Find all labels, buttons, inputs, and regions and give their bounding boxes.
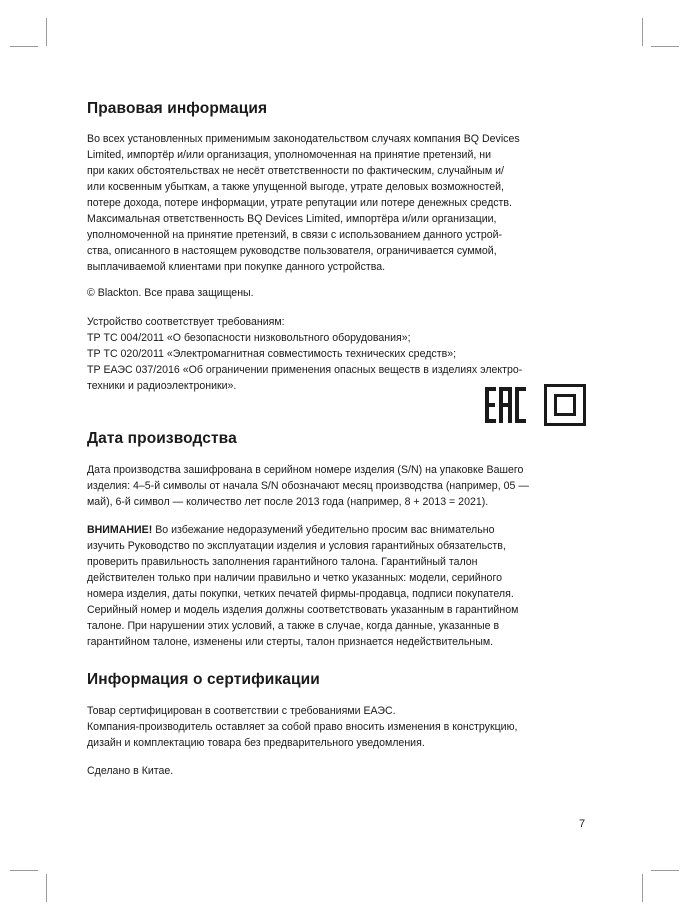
crop-mark — [651, 46, 679, 47]
text-line: или косвенным убыткам, а также упущенной выгоде, утрате деловых возможностей, — [87, 181, 504, 193]
text-line: при каких обстоятельствах не несёт ответственности по фактическим, случайным и/ — [87, 165, 504, 177]
crop-mark — [10, 870, 38, 871]
text-line: Компания-производитель оставляет за собой право вносить изменения в конструкцию, — [87, 721, 518, 733]
certification-heading: Информация о сертификации — [87, 671, 320, 688]
text-line: ства, описанного в настоящем руководстве пользователя, ограничивается суммой, — [87, 245, 497, 257]
text-line: ТР ЕАЭС 037/2016 «Об ограничении применения опасных веществ в изделиях электро- — [87, 364, 523, 376]
text-line: Максимальная ответственность BQ Devices Limited, импортёра и/или организации, — [87, 213, 497, 225]
text-line: ТР ТС 020/2011 «Электромагнитная совместимость технических средств»; — [87, 348, 457, 360]
text-line: талоне. При нарушении этих условий, а также в случае, когда данные, указанные в — [87, 620, 500, 632]
text-line: гарантийном талоне, изменены или стерты, талон признается недействительным. — [87, 636, 494, 648]
text-line: потере дохода, потере информации, утрате репутации или потере денежных средств. — [87, 197, 512, 209]
production-heading: Дата производства — [87, 430, 237, 447]
crop-mark — [651, 870, 679, 871]
text-line: действителен только при наличии правильно и четко указанных: модели, серийного — [87, 572, 502, 584]
text-line: Дата производства зашифрована в серийном номере изделия (S/N) на упаковке Вашего — [87, 464, 524, 476]
crop-mark — [10, 46, 38, 47]
legal-heading: Правовая информация — [87, 100, 268, 117]
text-line: Во всех установленных применимым законодательством случаях компания BQ Devices — [87, 133, 520, 145]
crop-mark — [642, 874, 643, 902]
text-line: Устройство соответствует требованиям: — [87, 316, 285, 328]
text-line: проверить правильность заполнения гарантийного талона. Гарантийный талон — [87, 556, 478, 568]
compliance-paragraph — [87, 314, 522, 394]
crop-mark — [46, 874, 47, 902]
text-line: техники и радиоэлектроники». — [87, 380, 237, 392]
text-line: Товар сертифицирован в соответствии с требованиями ЕАЭС. — [87, 705, 396, 717]
double-insulation-icon — [546, 386, 585, 425]
text-line — [87, 522, 518, 538]
text-line: Limited, импортёр и/или организация, уполномоченная на принятие претензий, ни — [87, 149, 492, 161]
certification-marks — [484, 384, 590, 426]
page-number: 7 — [579, 818, 586, 830]
crop-mark — [46, 18, 47, 46]
text-line: номера изделия, даты покупки, четких печатей фирмы-продавца, подписи покупателя. — [87, 588, 514, 600]
text-line: Серийный номер и модель изделия должны соответствовать указанным в гарантийном — [87, 604, 519, 616]
eac-mark-icon — [485, 387, 526, 423]
text-line: уполномоченной на принятие претензий, в связи с использованием данного устрой- — [87, 229, 503, 241]
text-line: дизайн и комплектацию товара без предварительного уведомления. — [87, 737, 425, 749]
certification-paragraph — [87, 703, 517, 751]
text-line: изделия: 4–5-й символы от начала S/N обозначают месяц производства (например, 05 — — [87, 480, 529, 492]
legal-paragraph — [87, 131, 520, 275]
text-line: ТР ТС 004/2011 «О безопасности низковольтного оборудования»; — [87, 332, 411, 344]
production-paragraph — [87, 462, 529, 510]
crop-mark — [642, 18, 643, 46]
text-line: май), 6-й символ — количество лет после 2013 года (например, 8 + 2013 = 2021). — [87, 496, 489, 508]
text-line: изучить Руководство по эксплуатации изделия и условия гарантийных обязательств, — [87, 540, 506, 552]
made-in-text: Сделано в Китае. — [87, 765, 174, 777]
warning-label: ВНИМАНИЕ! — [87, 524, 153, 536]
warning-first-line: Во избежание недоразумений убедительно просим вас внимательно — [152, 524, 495, 536]
warning-paragraph — [87, 522, 518, 650]
text-line: выплачиваемой клиентами при покупке данного устройства. — [87, 261, 386, 273]
copyright-text: © Blackton. Все права защищены. — [87, 287, 254, 299]
